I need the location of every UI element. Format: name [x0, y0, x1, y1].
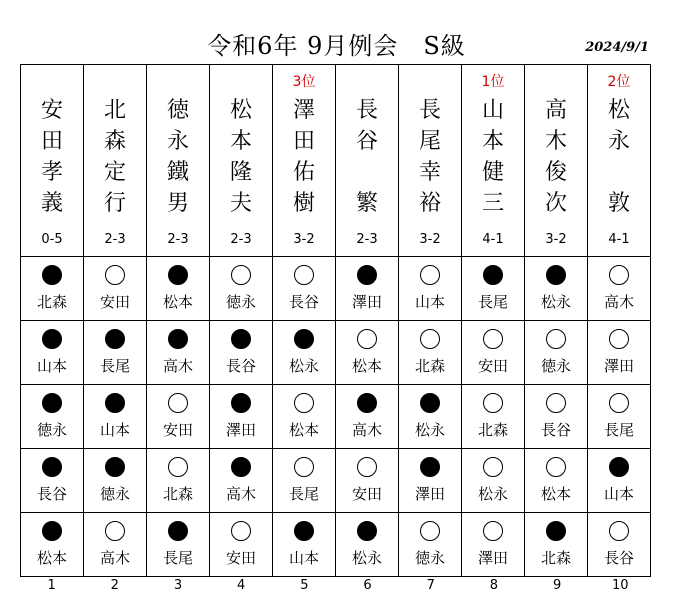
game-cell [525, 257, 588, 321]
win-circle-icon [105, 265, 125, 285]
column-numbers [20, 578, 652, 593]
game-cell [21, 385, 84, 449]
win-circle-icon [546, 329, 566, 349]
game-cell [21, 513, 84, 577]
opponent-name: 高木 [351, 421, 382, 439]
round-row [21, 385, 651, 449]
game-cell [210, 513, 273, 577]
opponent-name: 松永 [288, 357, 319, 375]
win-circle-icon [231, 521, 251, 541]
game-cell [147, 513, 210, 577]
game-cell [588, 257, 651, 321]
player-name-char: 裕 [418, 191, 441, 216]
player-name-char: 次 [544, 191, 567, 216]
win-circle-icon [168, 457, 188, 477]
column-number: 8 [489, 578, 499, 593]
player-header [399, 65, 462, 257]
player-name [399, 95, 461, 219]
loss-circle-icon [357, 265, 377, 285]
player-name-char: 夫 [229, 191, 252, 216]
player-name-char: 樹 [292, 191, 315, 216]
loss-circle-icon [231, 329, 251, 349]
opponent-name: 澤田 [603, 357, 634, 375]
opponent-name: 山本 [288, 549, 319, 567]
player-score: 4-1 [482, 232, 504, 247]
event-date: 2024/9/1 [585, 40, 649, 55]
opponent-name: 松本 [540, 485, 571, 503]
loss-circle-icon [357, 521, 377, 541]
player-name-char: 長 [418, 98, 441, 123]
player-header [462, 65, 525, 257]
opponent-name: 安田 [477, 357, 508, 375]
loss-circle-icon [231, 393, 251, 413]
player-name [462, 95, 524, 219]
game-cell [462, 257, 525, 321]
player-name-char: 義 [40, 191, 63, 216]
loss-circle-icon [546, 521, 566, 541]
win-circle-icon [294, 393, 314, 413]
opponent-name: 高木 [603, 293, 634, 311]
opponent-name: 北森 [540, 549, 571, 567]
game-cell [399, 257, 462, 321]
player-header [273, 65, 336, 257]
game-cell [525, 321, 588, 385]
player-name [147, 95, 209, 219]
opponent-name: 高木 [99, 549, 130, 567]
loss-circle-icon [42, 329, 62, 349]
game-cell [147, 257, 210, 321]
loss-circle-icon [42, 265, 62, 285]
game-cell [336, 513, 399, 577]
opponent-name: 山本 [99, 421, 130, 439]
game-cell [84, 385, 147, 449]
win-circle-icon [105, 521, 125, 541]
player-header [525, 65, 588, 257]
win-circle-icon [231, 265, 251, 285]
loss-circle-icon [357, 393, 377, 413]
game-cell [525, 449, 588, 513]
player-header [84, 65, 147, 257]
game-cell [399, 385, 462, 449]
player-name-char: 幸 [418, 160, 441, 185]
player-name-char: 澤 [292, 98, 315, 123]
win-circle-icon [420, 521, 440, 541]
game-cell [21, 321, 84, 385]
opponent-name: 松永 [540, 293, 571, 311]
player-name [525, 95, 587, 219]
win-circle-icon [483, 521, 503, 541]
loss-circle-icon [420, 393, 440, 413]
player-name-char: 本 [229, 129, 252, 154]
player-score: 3-2 [419, 232, 441, 247]
opponent-name: 徳永 [414, 549, 445, 567]
player-score: 3-2 [545, 232, 567, 247]
page-title: 令和6年 9月例会 S級 [207, 32, 466, 60]
player-score: 2-3 [167, 232, 189, 247]
win-circle-icon [357, 457, 377, 477]
loss-circle-icon [168, 521, 188, 541]
game-cell [84, 321, 147, 385]
loss-circle-icon [231, 457, 251, 477]
loss-circle-icon [42, 393, 62, 413]
player-score: 4-1 [608, 232, 630, 247]
win-circle-icon [609, 393, 629, 413]
player-name [84, 95, 146, 219]
opponent-name: 長谷 [225, 357, 256, 375]
column-number: 2 [110, 578, 119, 593]
opponent-name: 松永 [414, 421, 445, 439]
game-cell [462, 321, 525, 385]
player-name-char [588, 157, 650, 188]
opponent-name: 澤田 [225, 421, 256, 439]
game-cell [399, 321, 462, 385]
player-name-char: 隆 [229, 160, 252, 185]
game-cell [525, 385, 588, 449]
game-cell [210, 449, 273, 513]
game-cell [336, 385, 399, 449]
player-name-char: 尾 [418, 129, 441, 154]
opponent-name: 松本 [36, 549, 67, 567]
opponent-name: 安田 [162, 421, 193, 439]
opponent-name: 北森 [414, 357, 445, 375]
loss-circle-icon [483, 265, 503, 285]
win-circle-icon [546, 457, 566, 477]
game-cell [210, 257, 273, 321]
opponent-name: 徳永 [36, 421, 67, 439]
game-cell [462, 385, 525, 449]
opponent-name: 安田 [99, 293, 130, 311]
player-header [336, 65, 399, 257]
game-cell [21, 257, 84, 321]
loss-circle-icon [420, 457, 440, 477]
opponent-name: 徳永 [225, 293, 256, 311]
opponent-name: 澤田 [351, 293, 382, 311]
column-number: 1 [47, 578, 56, 593]
game-cell [210, 385, 273, 449]
opponent-name: 松本 [162, 293, 193, 311]
opponent-name: 松永 [477, 485, 508, 503]
loss-circle-icon [105, 393, 125, 413]
game-cell [273, 449, 336, 513]
column-number: 6 [363, 578, 372, 593]
player-name-char: 敦 [607, 191, 630, 216]
game-cell [399, 449, 462, 513]
opponent-name: 長谷 [288, 293, 319, 311]
column-number: 4 [237, 578, 246, 593]
player-header [588, 65, 651, 257]
opponent-name: 安田 [351, 485, 382, 503]
loss-circle-icon [168, 265, 188, 285]
player-score: 2-3 [230, 232, 252, 247]
player-name-char: 松 [607, 98, 630, 123]
game-cell [588, 385, 651, 449]
opponent-name: 長尾 [162, 549, 193, 567]
player-name [588, 95, 650, 219]
win-circle-icon [294, 457, 314, 477]
game-cell [336, 321, 399, 385]
column-number: 7 [426, 578, 435, 593]
results-table [20, 64, 651, 577]
game-cell [147, 321, 210, 385]
game-cell [147, 385, 210, 449]
win-circle-icon [483, 457, 503, 477]
win-circle-icon [294, 265, 314, 285]
game-cell [210, 321, 273, 385]
opponent-name: 北森 [477, 421, 508, 439]
player-name-char [336, 157, 398, 188]
opponent-name: 徳永 [99, 485, 130, 503]
player-name-char: 徳 [166, 98, 189, 123]
game-cell [84, 449, 147, 513]
opponent-name: 松本 [351, 357, 382, 375]
player-name-char: 北 [103, 98, 126, 123]
opponent-name: 高木 [162, 357, 193, 375]
game-cell [21, 449, 84, 513]
player-header [21, 65, 84, 257]
player-name-char: 田 [40, 129, 63, 154]
player-name-char: 高 [544, 98, 567, 123]
game-cell [84, 257, 147, 321]
game-cell [147, 449, 210, 513]
opponent-name: 長尾 [99, 357, 130, 375]
loss-circle-icon [546, 265, 566, 285]
win-circle-icon [609, 265, 629, 285]
game-cell [273, 385, 336, 449]
win-circle-icon [609, 329, 629, 349]
opponent-name: 松本 [288, 421, 319, 439]
game-cell [462, 513, 525, 577]
opponent-name: 長尾 [603, 421, 634, 439]
round-row [21, 449, 651, 513]
player-score: 0-5 [41, 232, 63, 247]
player-name-char: 孝 [40, 160, 63, 185]
player-name-char: 行 [103, 191, 126, 216]
win-circle-icon [420, 265, 440, 285]
opponent-name: 澤田 [477, 549, 508, 567]
column-number: 5 [300, 578, 309, 593]
game-cell [273, 513, 336, 577]
game-cell [84, 513, 147, 577]
player-name-char: 安 [40, 98, 63, 123]
player-name-char: 本 [481, 129, 504, 154]
game-cell [273, 257, 336, 321]
opponent-name: 山本 [603, 485, 634, 503]
loss-circle-icon [609, 457, 629, 477]
opponent-name: 長尾 [477, 293, 508, 311]
win-circle-icon [357, 329, 377, 349]
loss-circle-icon [105, 329, 125, 349]
loss-circle-icon [168, 329, 188, 349]
player-name-char: 永 [607, 129, 630, 154]
game-cell [525, 513, 588, 577]
win-circle-icon [483, 393, 503, 413]
loss-circle-icon [105, 457, 125, 477]
player-header [210, 65, 273, 257]
loss-circle-icon [294, 329, 314, 349]
win-circle-icon [420, 329, 440, 349]
opponent-name: 北森 [36, 293, 67, 311]
game-cell [588, 513, 651, 577]
opponent-name: 山本 [36, 357, 67, 375]
player-name-char: 男 [166, 191, 189, 216]
player-name-char: 俊 [544, 160, 567, 185]
opponent-name: 安田 [225, 549, 256, 567]
player-score: 2-3 [104, 232, 126, 247]
player-rank: 1位 [481, 74, 505, 90]
win-circle-icon [609, 521, 629, 541]
player-rank: 2位 [607, 74, 631, 90]
player-name-char: 山 [481, 98, 504, 123]
player-name-char: 田 [292, 129, 315, 154]
game-cell [399, 513, 462, 577]
player-rank: 3位 [292, 74, 316, 90]
opponent-name: 松永 [351, 549, 382, 567]
game-cell [273, 321, 336, 385]
opponent-name: 高木 [225, 485, 256, 503]
player-name-char: 定 [103, 160, 126, 185]
opponent-name: 長谷 [36, 485, 67, 503]
game-cell [336, 449, 399, 513]
column-number: 9 [552, 578, 562, 593]
player-name [210, 95, 272, 219]
opponent-name: 徳永 [540, 357, 571, 375]
player-name-char: 繁 [355, 191, 378, 216]
game-cell [462, 449, 525, 513]
player-name-char: 永 [166, 129, 189, 154]
player-name-char: 鐵 [166, 160, 189, 185]
player-header-row [21, 65, 651, 257]
loss-circle-icon [42, 457, 62, 477]
player-name-char: 谷 [355, 129, 378, 154]
column-number: 10 [612, 578, 629, 593]
game-cell [588, 449, 651, 513]
column-number: 3 [173, 578, 183, 593]
player-name-char: 森 [103, 129, 126, 154]
player-name [21, 95, 83, 219]
win-circle-icon [483, 329, 503, 349]
win-circle-icon [546, 393, 566, 413]
player-score: 2-3 [356, 232, 378, 247]
player-name-char: 木 [544, 129, 567, 154]
player-score: 3-2 [293, 232, 315, 247]
player-name-char: 松 [229, 98, 252, 123]
opponent-name: 山本 [414, 293, 445, 311]
opponent-name: 長谷 [603, 549, 634, 567]
player-name-char: 三 [481, 191, 504, 216]
player-name-char: 佑 [292, 160, 315, 185]
opponent-name: 長尾 [288, 485, 319, 503]
opponent-name: 澤田 [414, 485, 445, 503]
player-name [336, 95, 398, 219]
player-name [273, 95, 335, 219]
win-circle-icon [168, 393, 188, 413]
opponent-name: 北森 [162, 485, 193, 503]
opponent-name: 長谷 [540, 421, 571, 439]
loss-circle-icon [294, 521, 314, 541]
player-name-char: 長 [355, 98, 378, 123]
game-cell [588, 321, 651, 385]
loss-circle-icon [42, 521, 62, 541]
player-name-char: 健 [481, 160, 504, 185]
round-row [21, 257, 651, 321]
player-header [147, 65, 210, 257]
game-cell [336, 257, 399, 321]
round-row [21, 321, 651, 385]
round-row [21, 513, 651, 577]
